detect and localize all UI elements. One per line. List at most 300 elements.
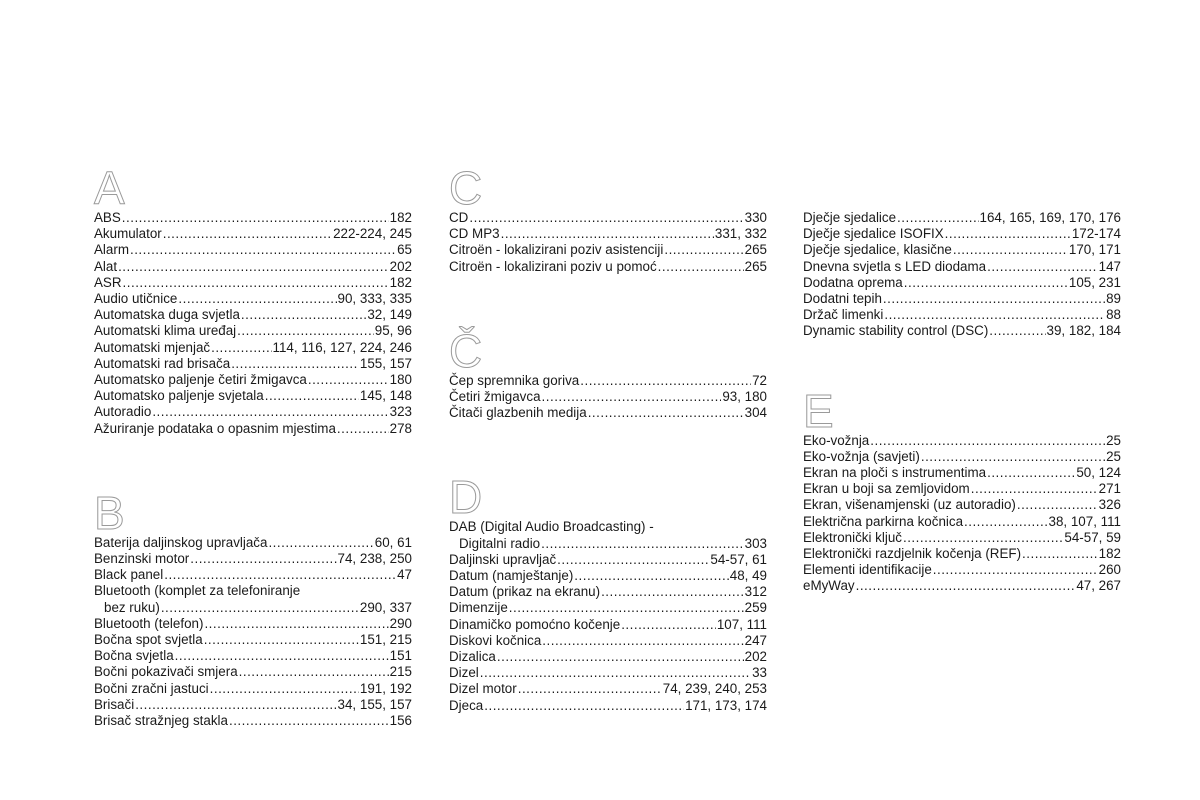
index-entry	[94, 648, 412, 664]
dot-leader	[229, 713, 389, 729]
index-column-3	[803, 166, 1121, 595]
entry-row	[449, 649, 767, 665]
entry-label: Citroën - lokalizirani poziv u pomoć	[449, 258, 657, 274]
entry-label: Dječje sjedalice ISOFIX	[803, 226, 944, 242]
index-entry	[803, 497, 1121, 513]
entry-pages: 60, 61	[374, 534, 412, 550]
entry-label: Automatski mjenjač	[94, 339, 211, 355]
index-entry	[94, 388, 412, 404]
dot-leader	[308, 372, 389, 388]
dot-leader	[152, 404, 388, 420]
section-letter-c-caron: Č	[449, 324, 483, 377]
entry-label: Električna parkirna kočnica	[803, 513, 964, 529]
entry-label: ABS	[94, 210, 121, 225]
dot-leader	[268, 535, 373, 551]
entry-pages: 290, 337	[359, 599, 412, 615]
entry-row	[803, 497, 1121, 513]
entry-label: Dinamičko pomoćno kočenje	[449, 616, 621, 632]
entry-pages: 65	[397, 242, 412, 258]
entry-label: Dizalica	[449, 649, 496, 665]
entry-row	[94, 356, 412, 372]
entry-label-continued: Digitalni radio	[459, 535, 541, 551]
entry-label: Benzinski motor	[94, 551, 190, 567]
dot-leader	[518, 681, 662, 697]
entry-pages: 151, 215	[359, 632, 412, 648]
entry-pages: 25	[1106, 432, 1121, 448]
index-entry	[803, 481, 1121, 497]
entry-label: Alarm	[94, 242, 129, 258]
index-entry	[94, 226, 412, 242]
entry-label: Datum (namještanje)	[449, 568, 574, 584]
dot-leader	[123, 275, 389, 291]
entry-pages: 54-57, 61	[710, 551, 767, 567]
entry-pages: 202	[744, 649, 767, 665]
index-section-c	[449, 162, 767, 275]
entry-label: Automatsko paljenje svjetala	[94, 388, 264, 404]
entry-row	[803, 433, 1121, 449]
entry-pages: 180	[389, 372, 412, 388]
entry-pages: 107, 111	[716, 616, 767, 632]
index-entry	[803, 323, 1121, 339]
entry-label: Audio utičnice	[94, 291, 178, 307]
entry-pages: 330	[744, 210, 767, 225]
dot-leader	[241, 307, 366, 323]
entry-label: Eko-vožnja	[803, 432, 870, 448]
entry-label: Bočni pokazivači smjera	[94, 664, 238, 680]
index-entry	[803, 291, 1121, 307]
entry-row	[94, 681, 412, 697]
entry-row	[94, 535, 412, 551]
index-section-d	[449, 471, 767, 713]
entry-row	[449, 617, 767, 633]
entry-row	[803, 481, 1121, 497]
entry-pages: 331, 332	[714, 226, 767, 242]
index-entry	[803, 433, 1121, 449]
entry-pages: 39, 182, 184	[1046, 323, 1121, 339]
entry-label: Automatski rad brisača	[94, 355, 231, 371]
dot-leader	[580, 373, 751, 389]
entry-row	[449, 389, 767, 405]
entry-row	[449, 584, 767, 600]
entry-label: Bočni zračni jastuci	[94, 680, 209, 696]
entry-pages: 33	[752, 665, 767, 681]
entry-pages: 47	[397, 567, 412, 583]
entry-pages: 265	[744, 242, 767, 258]
entry-pages: 278	[389, 420, 412, 436]
entry-row	[94, 340, 412, 356]
dot-leader	[542, 389, 722, 405]
index-entry	[803, 307, 1121, 323]
entry-label: Alat	[94, 258, 118, 274]
index-entry	[94, 697, 412, 713]
entry-label: Čitači glazbenih medija	[449, 405, 587, 421]
entry-pages: 215	[389, 664, 412, 680]
section-letter-blank	[803, 166, 1121, 210]
entry-pages: 47, 267	[1076, 578, 1121, 594]
entry-pages: 88	[1106, 307, 1121, 323]
entry-row	[94, 404, 412, 420]
dot-leader	[964, 514, 1048, 530]
entry-label: Akumulator	[94, 226, 162, 242]
dot-leader	[987, 465, 1075, 481]
entry-row	[803, 449, 1121, 465]
entry-pages: 312	[744, 584, 767, 600]
entry-pages: 222-224, 245	[333, 226, 412, 242]
entry-pages: 151	[389, 648, 412, 664]
dot-leader	[621, 617, 716, 633]
index-entry	[449, 568, 767, 584]
entry-row	[803, 210, 1121, 226]
section-letter-a: A	[94, 162, 125, 214]
entry-row	[94, 372, 412, 388]
dot-leader	[557, 552, 709, 568]
dot-leader	[130, 242, 396, 258]
entry-pages: 48, 49	[729, 568, 767, 584]
entry-row	[94, 664, 412, 680]
dot-leader	[118, 259, 389, 275]
entry-pages: 93, 180	[722, 389, 767, 405]
entry-pages: 25	[1106, 448, 1121, 464]
entry-label: Elektronički razdjelnik kočenja (REF)	[803, 546, 1022, 562]
entry-list	[803, 210, 1121, 340]
entry-pages: 50, 124	[1076, 465, 1121, 481]
entry-row	[94, 632, 412, 648]
dot-leader	[484, 698, 684, 714]
entry-pages: 72	[752, 372, 767, 388]
entry-row	[94, 388, 412, 404]
index-section-d-continued	[803, 166, 1121, 340]
entry-label: Ekran, višenamjenski (uz autoradio)	[803, 497, 1016, 513]
dot-leader	[210, 681, 359, 697]
index-entry	[94, 421, 412, 437]
index-entry	[449, 226, 767, 242]
dot-leader	[164, 567, 396, 583]
index-section-e	[803, 384, 1121, 595]
entry-row	[803, 259, 1121, 275]
dot-leader	[933, 562, 1098, 578]
index-entry	[803, 578, 1121, 594]
dot-leader	[163, 226, 332, 242]
entry-row	[449, 568, 767, 584]
index-entry	[94, 372, 412, 388]
dot-leader	[211, 340, 271, 356]
index-entry	[803, 514, 1121, 530]
index-entry	[94, 681, 412, 697]
dot-leader	[542, 633, 743, 649]
entry-pages: 164, 165, 169, 170, 176	[979, 210, 1121, 225]
index-entry	[803, 546, 1121, 562]
index-entry	[449, 584, 767, 600]
entry-pages: 202	[389, 258, 412, 274]
entry-pages: 32, 149	[367, 307, 412, 323]
dot-leader	[574, 568, 728, 584]
entry-pages: 265	[744, 258, 767, 274]
entry-row	[803, 514, 1121, 530]
entry-label: Dnevna svjetla s LED diodama	[803, 258, 987, 274]
entry-label: Dizel	[449, 665, 479, 681]
entry-label: CD	[449, 210, 469, 225]
entry-label: Držač limenki	[803, 307, 884, 323]
entry-label: Četiri žmigavca	[449, 389, 541, 405]
section-letter-c: C	[449, 162, 483, 214]
entry-pages: 182	[389, 210, 412, 225]
section-letter-e: E	[803, 384, 834, 437]
entry-pages: 171, 173, 174	[685, 697, 767, 713]
index-entry	[94, 404, 412, 420]
dot-leader	[945, 226, 1071, 242]
dot-leader	[1022, 546, 1098, 562]
index-entry	[94, 713, 412, 729]
entry-row	[449, 681, 767, 697]
entry-row	[449, 259, 767, 275]
dot-leader	[497, 649, 744, 665]
entry-row	[803, 546, 1121, 562]
entry-label: Bočna svjetla	[94, 648, 174, 664]
entry-pages: 74, 239, 240, 253	[662, 681, 767, 697]
section-letter-d: D	[449, 471, 483, 524]
dot-leader	[856, 578, 1076, 594]
dot-leader	[239, 664, 389, 680]
entry-label: Dizel motor	[449, 681, 517, 697]
entry-pages: 34, 155, 157	[337, 696, 412, 712]
entry-label: Baterija daljinskog upravljača	[94, 534, 268, 550]
index-entry	[94, 210, 412, 226]
dot-leader	[237, 323, 374, 339]
entry-list	[803, 433, 1121, 595]
dot-leader	[601, 584, 744, 600]
entry-pages: 147	[1098, 258, 1121, 274]
entry-label: ASR	[94, 274, 122, 290]
index-column-2	[449, 162, 767, 714]
entry-row	[449, 226, 767, 242]
entry-pages: 323	[389, 404, 412, 420]
entry-label: Ažuriranje podataka o opasnim mjestima	[94, 420, 336, 436]
entry-pages: 326	[1098, 497, 1121, 513]
entry-label: Black panel	[94, 567, 164, 583]
dot-leader	[921, 449, 1105, 465]
dot-leader	[987, 259, 1098, 275]
entry-row	[803, 530, 1121, 546]
index-entry	[94, 242, 412, 258]
entry-row	[449, 665, 767, 681]
entry-pages: 170, 171	[1068, 242, 1121, 258]
index-entry	[803, 449, 1121, 465]
entry-row	[94, 291, 412, 307]
entry-row	[803, 275, 1121, 291]
index-entry	[94, 323, 412, 339]
index-entry	[803, 259, 1121, 275]
index-entry	[449, 649, 767, 665]
index-entry	[803, 242, 1121, 258]
entry-label: Automatski klima uređaj	[94, 323, 237, 339]
dot-leader	[204, 616, 388, 632]
entry-pages: 271	[1098, 481, 1121, 497]
section-letter-b: B	[94, 486, 125, 539]
entry-list	[449, 210, 767, 275]
index-entry	[94, 535, 412, 551]
index-entry	[94, 307, 412, 323]
dot-leader	[989, 323, 1045, 339]
index-entry	[449, 600, 767, 616]
entry-row	[94, 421, 412, 437]
entry-pages: 89	[1106, 291, 1121, 307]
entry-pages: 304	[744, 405, 767, 421]
dot-leader	[135, 697, 336, 713]
entry-label: Dječje sjedalice	[803, 210, 897, 225]
dot-leader	[658, 259, 744, 275]
entry-pages: 156	[389, 713, 412, 729]
entry-row	[94, 259, 412, 275]
entry-row	[803, 307, 1121, 323]
dot-leader	[231, 356, 359, 372]
index-entry	[94, 583, 412, 615]
dot-leader	[664, 242, 743, 258]
index-entry	[94, 259, 412, 275]
entry-label: Dječje sjedalice, klasične	[803, 242, 952, 258]
dot-leader	[897, 210, 978, 226]
entry-pages: 290	[389, 615, 412, 631]
entry-label: Djeca	[449, 697, 484, 713]
entry-pages: 90, 333, 335	[337, 291, 412, 307]
entry-label: Diskovi kočnica	[449, 632, 542, 648]
entry-pages: 74, 238, 250	[337, 551, 412, 567]
entry-row	[803, 465, 1121, 481]
entry-label-continued: bez ruku)	[104, 599, 160, 615]
entry-row	[449, 536, 767, 552]
entry-pages: 114, 116, 127, 224, 246	[272, 339, 412, 355]
entry-row	[94, 648, 412, 664]
index-entry	[803, 210, 1121, 226]
dot-leader	[337, 421, 389, 437]
index-section-b	[94, 486, 412, 729]
entry-pages: 54-57, 59	[1064, 529, 1121, 545]
index-entry	[803, 562, 1121, 578]
entry-row	[94, 567, 412, 583]
dot-leader	[1017, 497, 1098, 513]
entry-label: eMyWay	[803, 578, 855, 594]
index-entry	[449, 405, 767, 421]
index-entry	[449, 519, 767, 551]
index-entry	[449, 552, 767, 568]
index-entry	[449, 210, 767, 226]
entry-pages: 172-174	[1071, 226, 1121, 242]
entry-row	[94, 551, 412, 567]
entry-row	[803, 242, 1121, 258]
entry-row	[803, 291, 1121, 307]
entry-pages: 145, 148	[359, 388, 412, 404]
index-entry	[803, 465, 1121, 481]
entry-row	[449, 552, 767, 568]
entry-label: Automatsko paljenje četiri žmigavca	[94, 372, 307, 388]
entry-label: Autoradio	[94, 404, 152, 420]
entry-pages: 95, 96	[374, 323, 412, 339]
dot-leader	[480, 665, 751, 681]
dot-leader	[541, 536, 744, 552]
entry-list	[449, 519, 767, 713]
entry-pages: 260	[1098, 562, 1121, 578]
entry-label: Ekran na ploči s instrumentima	[803, 465, 987, 481]
entry-pages: 182	[389, 274, 412, 290]
index-entry	[803, 275, 1121, 291]
entry-label: Bluetooth (telefon)	[94, 615, 204, 631]
entry-row	[94, 616, 412, 632]
dot-leader	[265, 388, 359, 404]
index-entry	[449, 242, 767, 258]
index-entry	[449, 633, 767, 649]
index-entry	[449, 665, 767, 681]
dot-leader	[588, 405, 744, 421]
entry-pages: 303	[744, 535, 767, 551]
dot-leader	[469, 210, 743, 226]
entry-row	[94, 697, 412, 713]
dot-leader	[904, 275, 1068, 291]
entry-row	[449, 698, 767, 714]
index-entry	[94, 632, 412, 648]
dot-leader	[175, 648, 389, 664]
entry-list	[449, 373, 767, 422]
entry-row	[94, 713, 412, 729]
entry-row	[94, 307, 412, 323]
entry-row	[449, 210, 767, 226]
entry-label: Bočna spot svjetla	[94, 632, 203, 648]
entry-row	[94, 323, 412, 339]
entry-row	[94, 242, 412, 258]
entry-label: Dimenzije	[449, 600, 508, 616]
entry-label: Daljinski upravljač	[449, 551, 557, 567]
index-entry	[94, 551, 412, 567]
index-entry	[449, 259, 767, 275]
index-entry	[94, 664, 412, 680]
entry-row	[449, 633, 767, 649]
dot-leader	[971, 481, 1098, 497]
dot-leader	[953, 242, 1068, 258]
entry-row	[803, 226, 1121, 242]
dot-leader	[870, 433, 1105, 449]
index-entry	[94, 275, 412, 291]
index-entry	[449, 681, 767, 697]
entry-label: CD MP3	[449, 226, 500, 242]
entry-label: Elektronički ključ	[803, 529, 902, 545]
dot-leader	[122, 210, 389, 226]
index-entry	[94, 291, 412, 307]
index-section-a	[94, 162, 412, 437]
index-entry	[449, 373, 767, 389]
entry-row	[803, 562, 1121, 578]
entry-row	[94, 226, 412, 242]
index-entry	[803, 530, 1121, 546]
entry-label: Bluetooth (komplet za telefoniranje	[94, 583, 301, 599]
entry-pages: 247	[744, 632, 767, 648]
index-entry	[449, 698, 767, 714]
entry-label: Ekran u boji sa zemljovidom	[803, 481, 970, 497]
dot-leader	[884, 307, 1105, 323]
entry-label: Brisač stražnjeg stakla	[94, 713, 228, 729]
entry-pages: 105, 231	[1068, 274, 1121, 290]
entry-row	[94, 210, 412, 226]
entry-pages: 182	[1098, 546, 1121, 562]
entry-label: Dynamic stability control (DSC)	[803, 323, 989, 339]
entry-label: Dodatni tepih	[803, 291, 882, 307]
dot-leader	[903, 530, 1063, 546]
entry-row	[449, 405, 767, 421]
entry-list	[94, 535, 412, 729]
entry-row	[449, 600, 767, 616]
index-section-c-caron	[449, 324, 767, 422]
index-entry	[94, 616, 412, 632]
dot-leader	[204, 632, 359, 648]
entry-row	[449, 242, 767, 258]
entry-pages: 38, 107, 111	[1048, 513, 1121, 529]
